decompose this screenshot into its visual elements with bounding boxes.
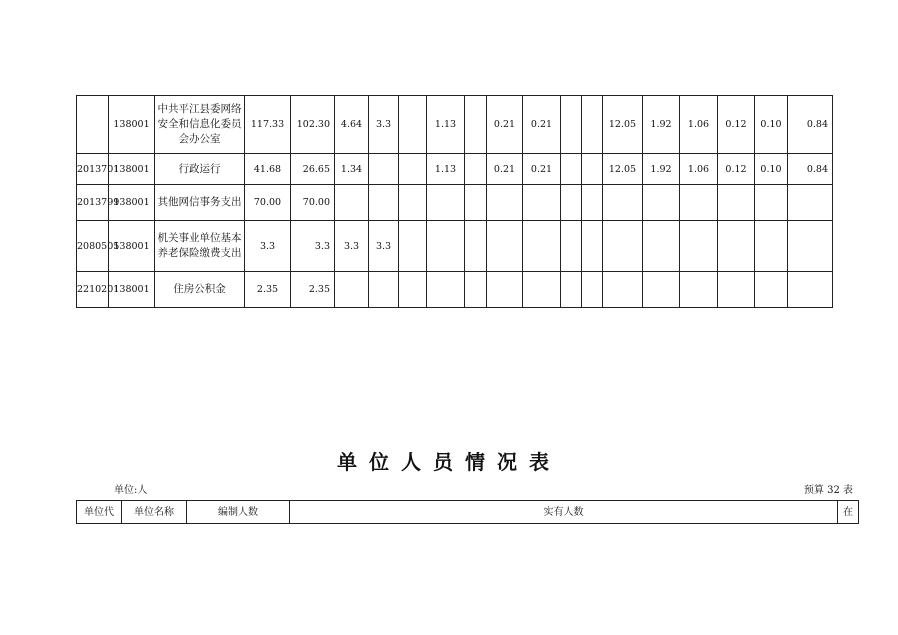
amount-cell — [427, 221, 465, 272]
amount-cell — [369, 185, 399, 221]
function-code-cell — [77, 96, 109, 154]
staff-table — [76, 500, 859, 524]
header-authorized-staff: 编制人数 — [187, 501, 290, 524]
amount-cell — [561, 185, 582, 221]
amount-cell: 12.05 — [603, 96, 643, 154]
budget-row — [77, 154, 833, 185]
amount-cell — [465, 272, 487, 308]
amount-cell — [369, 272, 399, 308]
amount-cell: 70.00 — [291, 185, 335, 221]
function-code-cell: 2210201 — [77, 272, 109, 308]
amount-cell — [465, 185, 487, 221]
amount-cell: 0.21 — [487, 154, 523, 185]
amount-cell — [427, 272, 465, 308]
amount-cell — [487, 221, 523, 272]
amount-cell: 1.92 — [643, 96, 680, 154]
amount-cell — [523, 185, 561, 221]
amount-cell — [680, 272, 718, 308]
amount-cell: 4.64 — [335, 96, 369, 154]
amount-cell — [465, 221, 487, 272]
amount-cell: 3.3 — [291, 221, 335, 272]
unit-code-cell: 138001 — [109, 185, 155, 221]
budget-row — [77, 96, 833, 154]
amount-cell: 0.84 — [788, 154, 833, 185]
budget-table — [76, 95, 833, 308]
amount-cell — [643, 272, 680, 308]
amount-cell: 70.00 — [245, 185, 291, 221]
amount-cell: 0.12 — [718, 154, 755, 185]
amount-cell: 1.13 — [427, 154, 465, 185]
sheet-title: 单位人员情况表 — [337, 450, 561, 474]
amount-cell — [643, 221, 680, 272]
amount-cell: 0.10 — [755, 96, 788, 154]
staff-header-row — [77, 501, 859, 524]
amount-cell: 1.34 — [335, 154, 369, 185]
item-name-cell: 住房公积金 — [155, 272, 245, 308]
amount-cell: 12.05 — [603, 154, 643, 185]
amount-cell — [561, 272, 582, 308]
amount-cell — [718, 185, 755, 221]
amount-cell — [755, 272, 788, 308]
amount-cell — [487, 272, 523, 308]
amount-cell — [561, 154, 582, 185]
amount-cell — [427, 185, 465, 221]
amount-cell — [399, 185, 427, 221]
budget-row — [77, 272, 833, 308]
item-name-cell: 机关事业单位基本养老保险缴费支出 — [155, 221, 245, 272]
function-code-cell: 2013701 — [77, 154, 109, 185]
header-in-service: 在 — [838, 501, 859, 524]
amount-cell: 3.3 — [369, 221, 399, 272]
item-name-cell: 中共平江县委网络安全和信息化委员会办公室 — [155, 96, 245, 154]
amount-cell — [582, 272, 603, 308]
amount-cell: 26.65 — [291, 154, 335, 185]
amount-cell — [561, 221, 582, 272]
amount-cell: 1.06 — [680, 96, 718, 154]
budget-row — [77, 185, 833, 221]
table-number: 预算 32 表 — [803, 485, 853, 496]
unit-label: 单位:人 — [114, 485, 148, 496]
amount-cell — [680, 185, 718, 221]
budget-row — [77, 221, 833, 272]
amount-cell — [335, 185, 369, 221]
amount-cell — [680, 221, 718, 272]
amount-cell: 2.35 — [291, 272, 335, 308]
budget-table-body — [77, 96, 833, 308]
amount-cell — [603, 272, 643, 308]
amount-cell — [399, 221, 427, 272]
amount-cell — [582, 221, 603, 272]
amount-cell: 2.35 — [245, 272, 291, 308]
function-code-cell: 2080505 — [77, 221, 109, 272]
amount-cell — [582, 154, 603, 185]
amount-cell — [755, 221, 788, 272]
amount-cell — [603, 185, 643, 221]
unit-code-cell: 138001 — [109, 221, 155, 272]
amount-cell — [561, 96, 582, 154]
amount-cell: 0.84 — [788, 96, 833, 154]
amount-cell — [465, 96, 487, 154]
amount-cell: 1.06 — [680, 154, 718, 185]
amount-cell — [582, 185, 603, 221]
amount-cell: 102.30 — [291, 96, 335, 154]
amount-cell — [487, 185, 523, 221]
unit-code-cell: 138001 — [109, 96, 155, 154]
amount-cell: 0.12 — [718, 96, 755, 154]
header-actual-staff: 实有人数 — [290, 501, 838, 524]
amount-cell: 41.68 — [245, 154, 291, 185]
amount-cell — [582, 96, 603, 154]
amount-cell: 3.3 — [245, 221, 291, 272]
amount-cell: 1.13 — [427, 96, 465, 154]
amount-cell — [788, 272, 833, 308]
amount-cell: 3.3 — [335, 221, 369, 272]
item-name-cell: 行政运行 — [155, 154, 245, 185]
amount-cell — [335, 272, 369, 308]
amount-cell — [643, 185, 680, 221]
amount-cell — [399, 96, 427, 154]
amount-cell — [523, 221, 561, 272]
amount-cell — [788, 221, 833, 272]
amount-cell: 0.10 — [755, 154, 788, 185]
amount-cell: 0.21 — [523, 154, 561, 185]
amount-cell — [718, 272, 755, 308]
header-unit-code: 单位代 — [77, 501, 122, 524]
amount-cell: 3.3 — [369, 96, 399, 154]
amount-cell — [788, 185, 833, 221]
amount-cell — [399, 272, 427, 308]
function-code-cell: 2013799 — [77, 185, 109, 221]
amount-cell: 0.21 — [487, 96, 523, 154]
amount-cell — [718, 221, 755, 272]
amount-cell — [369, 154, 399, 185]
amount-cell: 117.33 — [245, 96, 291, 154]
amount-cell — [465, 154, 487, 185]
amount-cell — [523, 272, 561, 308]
unit-code-cell: 138001 — [109, 154, 155, 185]
amount-cell: 1.92 — [643, 154, 680, 185]
item-name-cell: 其他网信事务支出 — [155, 185, 245, 221]
amount-cell — [399, 154, 427, 185]
amount-cell — [603, 221, 643, 272]
amount-cell: 0.21 — [523, 96, 561, 154]
unit-code-cell: 138001 — [109, 272, 155, 308]
header-unit-name: 单位名称 — [122, 501, 187, 524]
amount-cell — [755, 185, 788, 221]
